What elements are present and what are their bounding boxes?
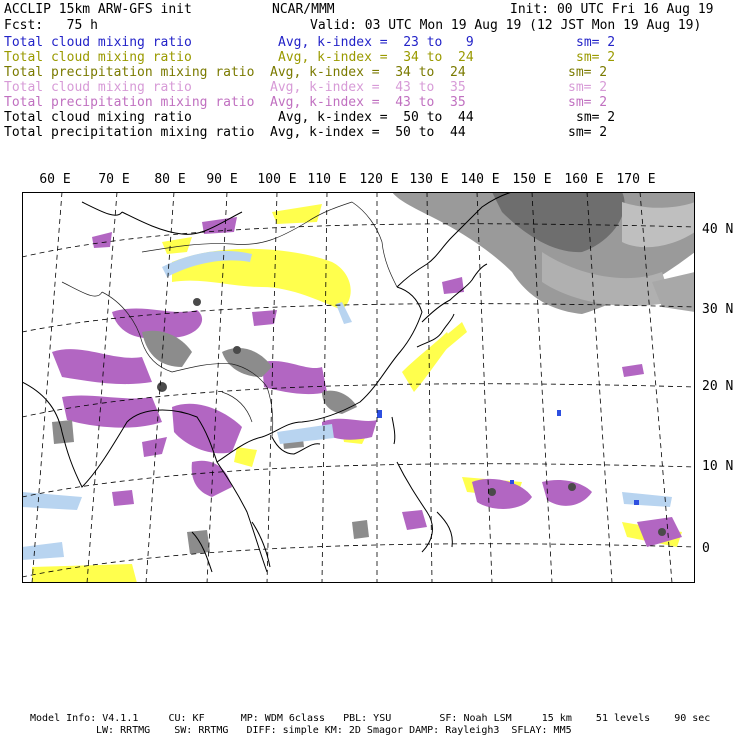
legend-row-7-avg: Avg, k-index = 50 to 44: [270, 125, 466, 140]
lon-label-100e: 100 E: [257, 172, 297, 187]
legend-row-5-avg: Avg, k-index = 43 to 35: [270, 95, 466, 110]
legend-row-7-sm: sm= 2: [568, 125, 608, 140]
lon-label-170e: 170 E: [616, 172, 656, 187]
legend-row-1-sm: sm= 2: [576, 35, 616, 50]
lon-label-160e: 160 E: [564, 172, 604, 187]
lat-label-20n: 20 N: [702, 379, 734, 394]
legend-row-4-avg: Avg, k-index = 43 to 35: [270, 80, 466, 95]
legend-row-2-sm: sm= 2: [576, 50, 616, 65]
legend-row-3-name: Total precipitation mixing ratio: [4, 65, 255, 80]
legend-row-6-name: Total cloud mixing ratio: [4, 110, 192, 125]
init-time: Init: 00 UTC Fri 16 Aug 19: [510, 2, 714, 17]
legend-row-4-name: Total cloud mixing ratio: [4, 80, 192, 95]
forecast-map: [22, 192, 695, 583]
legend-row-7-name: Total precipitation mixing ratio: [4, 125, 255, 140]
legend-row-3-avg: Avg, k-index = 34 to 24: [270, 65, 466, 80]
legend-row-2-name: Total cloud mixing ratio: [4, 50, 192, 65]
lon-label-110e: 110 E: [307, 172, 347, 187]
forecast-hour: Fcst: 75 h: [4, 18, 98, 33]
model-info-line-1: Model Info: V4.1.1 CU: KF MP: WDM 6class PBL: YSU SF: Noah LSM 15 km 51 levels 90 sec: [30, 713, 711, 724]
legend-row-5-sm: sm= 2: [568, 95, 608, 110]
lon-label-150e: 150 E: [512, 172, 552, 187]
lat-label-40n: 40 N: [702, 222, 734, 237]
valid-time: Valid: 03 UTC Mon 19 Aug 19 (12 JST Mon 19 Aug 19): [310, 18, 702, 33]
organization-label: NCAR/MMM: [272, 2, 335, 17]
lon-label-120e: 120 E: [359, 172, 399, 187]
model-info-line-2: LW: RRTMG SW: RRTMG DIFF: simple KM: 2D Smagor DAMP: Rayleigh3 SFLAY: MM5: [96, 725, 572, 736]
lon-label-90e: 90 E: [206, 172, 238, 187]
lat-label-0: 0: [702, 541, 710, 556]
legend-row-2-avg: Avg, k-index = 34 to 24: [278, 50, 474, 65]
lon-label-80e: 80 E: [154, 172, 186, 187]
lon-label-140e: 140 E: [460, 172, 500, 187]
lat-label-30n: 30 N: [702, 302, 734, 317]
lon-label-60e: 60 E: [39, 172, 71, 187]
legend-row-6-avg: Avg, k-index = 50 to 44: [278, 110, 474, 125]
lon-label-70e: 70 E: [98, 172, 130, 187]
legend-row-1-name: Total cloud mixing ratio: [4, 35, 192, 50]
legend-row-6-sm: sm= 2: [576, 110, 616, 125]
legend-row-1-avg: Avg, k-index = 23 to 9: [278, 35, 474, 50]
legend-row-5-name: Total precipitation mixing ratio: [4, 95, 255, 110]
legend-row-4-sm: sm= 2: [568, 80, 608, 95]
lon-label-130e: 130 E: [409, 172, 449, 187]
lat-label-10n: 10 N: [702, 459, 734, 474]
model-title: ACCLIP 15km ARW-GFS init: [4, 2, 192, 17]
legend-row-3-sm: sm= 2: [568, 65, 608, 80]
